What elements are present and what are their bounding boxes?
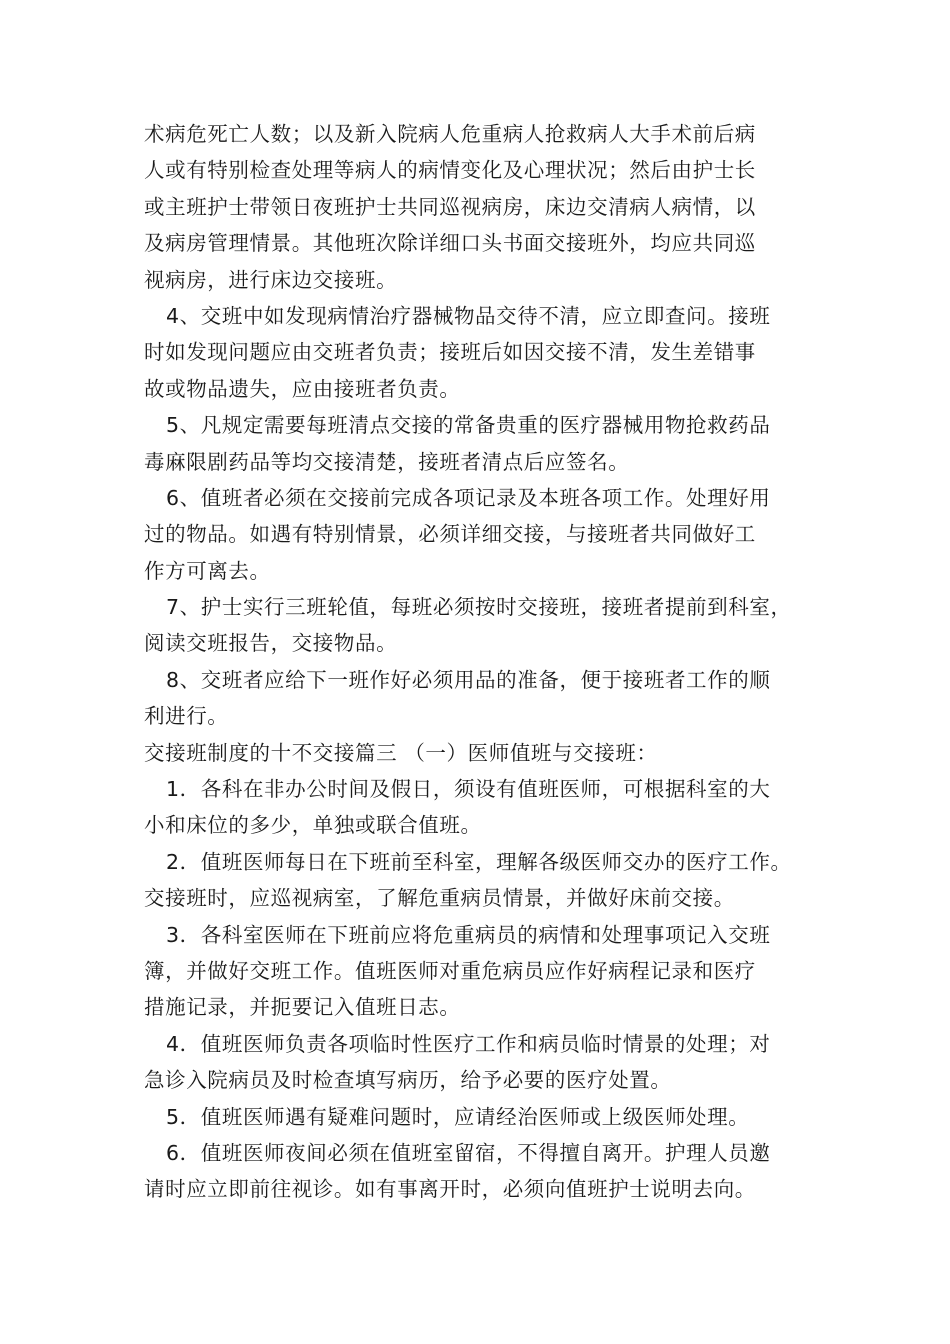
text-line-6: 4、交班中如发现病情治疗器械物品交待不清，应立即查问。接班 [166,303,771,328]
text-line-5: 视病房，进行床边交接班。 [144,267,398,292]
text-line-28: 5．值班医师遇有疑难问题时，应请经治医师或上级医师处理。 [166,1104,750,1129]
document-body [144,116,814,1208]
text-line-9: 5、凡规定需要每班清点交接的常备贵重的医疗器械用物抢救药品 [166,413,771,438]
text-line-3: 或主班护士带领日夜班护士共同巡视病房，床边交清病人病情，以 [144,194,756,219]
text-line-29: 6．值班医师夜间必须在值班室留宿，不得擅自离开。护理人员邀 [166,1140,771,1165]
text-line-12: 过的物品。如遇有特别情景，必须详细交接，与接班者共同做好工 [144,522,756,547]
text-line-21: 2．值班医师每日在下班前至科室，理解各级医师交办的医疗工作。 [166,849,792,874]
text-line-8: 故或物品遗失，应由接班者负责。 [144,376,461,401]
text-line-30: 请时应立即前往视诊。如有事离开时，必须向值班护士说明去向。 [144,1177,756,1202]
text-line-13: 作方可离去。 [144,558,271,583]
text-line-10: 毒麻限剧药品等均交接清楚，接班者清点后应签名。 [144,449,630,474]
text-line-2: 人或有特别检查处理等病人的病情变化及心理状况；然后由护士长 [144,158,756,183]
text-line-27: 急诊入院病员及时检查填写病历，给予必要的医疗处置。 [144,1068,672,1093]
text-line-11: 6、值班者必须在交接前完成各项记录及本班各项工作。处理好用 [166,485,771,510]
text-line-22: 交接班时，应巡视病室，了解危重病员情景，并做好床前交接。 [144,886,735,911]
text-line-23: 3．各科室医师在下班前应将危重病员的病情和处理事项记入交班 [166,922,771,947]
text-line-14: 7、护士实行三班轮值，每班必须按时交接班，接班者提前到科室， [166,595,792,620]
text-line-16: 8、交班者应给下一班作好必须用品的准备，便于接班者工作的顺 [166,667,771,692]
text-line-19: 1．各科在非办公时间及假日，须设有值班医师，可根据科室的大 [166,777,771,802]
text-line-20: 小和床位的多少，单独或联合值班。 [144,813,482,838]
text-line-17: 利进行。 [144,704,229,729]
text-line-26: 4．值班医师负责各项临时性医疗工作和病员临时情景的处理；对 [166,1031,771,1056]
text-line-25: 措施记录，并扼要记入值班日志。 [144,995,461,1020]
text-line-24: 簿，并做好交班工作。值班医师对重危病员应作好病程记录和医疗 [144,958,756,983]
section-heading: 交接班制度的十不交接篇三 （一）医师值班与交接班： [144,740,658,765]
text-line-7: 时如发现问题应由交班者负责；接班后如因交接不清，发生差错事 [144,340,756,365]
text-line-1: 术病危死亡人数；以及新入院病人危重病人抢救病人大手术前后病 [144,122,756,146]
text-line-4: 及病房管理情景。其他班次除详细口头书面交接班外，均应共同巡 [144,231,756,256]
text-line-15: 阅读交班报告，交接物品。 [144,631,398,656]
